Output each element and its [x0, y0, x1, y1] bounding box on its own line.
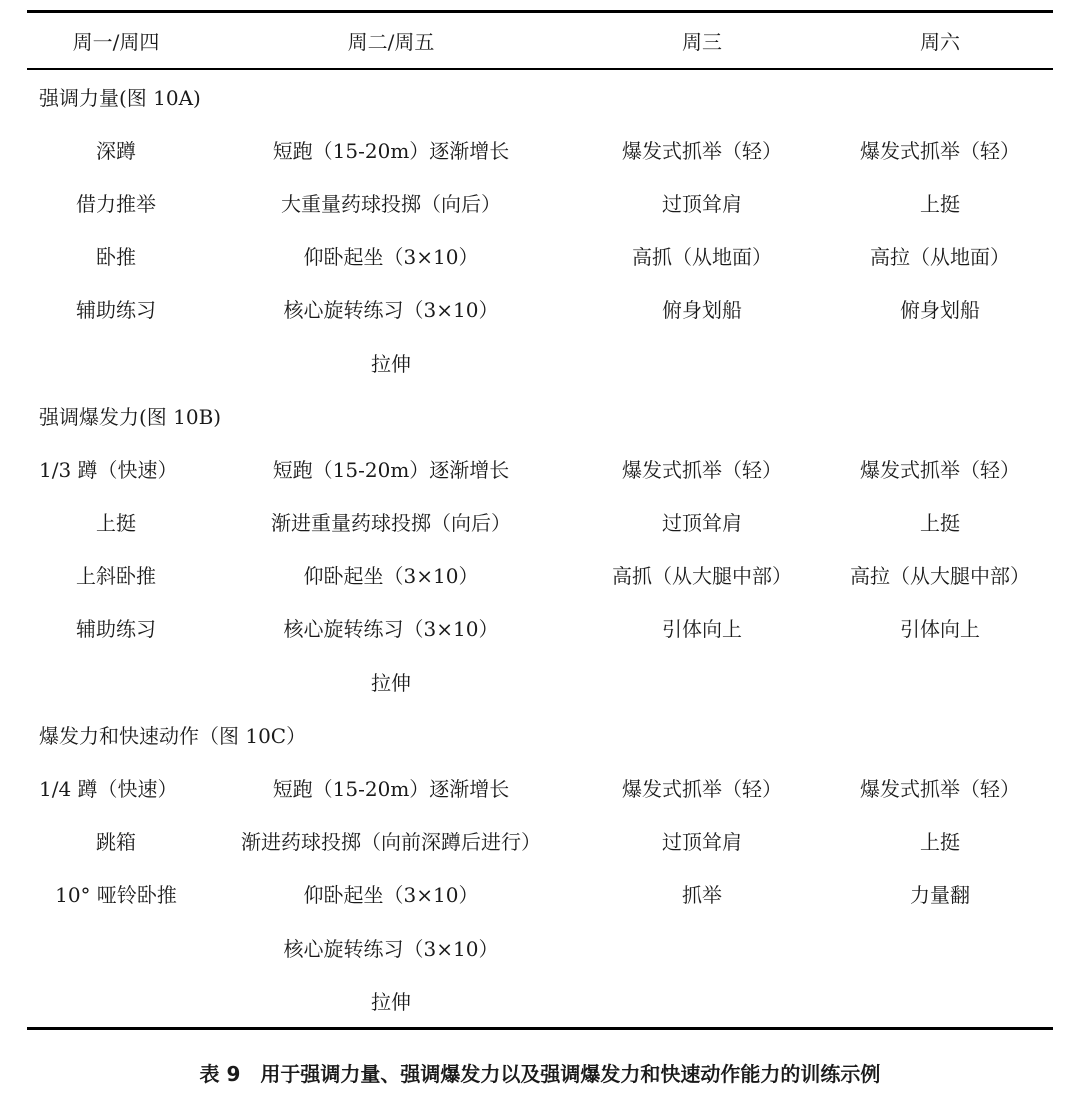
cell-mon-thu: 10° 哑铃卧推: [55, 883, 177, 908]
cell-tue-fri: 短跑（15-20m）逐渐增长: [272, 777, 510, 802]
cell-sat: 高拉（从地面）: [870, 245, 1010, 270]
cell-mon-thu: 上斜卧推: [76, 564, 156, 589]
section-title: 强调力量(图 10A): [39, 85, 201, 110]
cell-mon-thu: 深蹲: [96, 138, 136, 163]
cell-mon-thu: 借力推举: [76, 191, 156, 216]
cell-tue-fri: 拉伸: [371, 670, 411, 695]
table-row: [27, 548, 1053, 601]
header-wed: 周三: [682, 30, 722, 54]
table-row: [27, 974, 1053, 1027]
table-row: [27, 282, 1053, 335]
table-row: [27, 761, 1053, 814]
cell-sat: 引体向上: [900, 617, 980, 642]
cell-tue-fri: 渐进药球投掷（向前深蹲后进行）: [241, 830, 541, 855]
header-tue-fri: 周二/周五: [347, 30, 435, 54]
cell-tue-fri: 核心旋转练习（3×10）: [283, 617, 499, 642]
cell-wed: 过顶耸肩: [662, 511, 742, 536]
cell-tue-fri: 渐进重量药球投掷（向后）: [271, 511, 511, 536]
cell-tue-fri: 核心旋转练习（3×10）: [283, 298, 499, 323]
table-body: [27, 70, 1053, 1027]
table-header-row: [27, 13, 1053, 68]
cell-wed: 爆发式抓举（轻）: [622, 777, 782, 802]
cell-wed: 过顶耸肩: [662, 191, 742, 216]
table-row: [27, 229, 1053, 282]
cell-sat: 上挺: [920, 191, 960, 216]
cell-wed: 爆发式抓举（轻）: [622, 138, 782, 163]
training-table: [27, 10, 1053, 1030]
cell-sat: 上挺: [920, 830, 960, 855]
cell-mon-thu: 跳箱: [96, 830, 136, 855]
cell-mon-thu: 1/3 蹲（快速）: [39, 457, 178, 482]
cell-tue-fri: 短跑（15-20m）逐渐增长: [272, 138, 510, 163]
cell-wed: 俯身划船: [662, 298, 742, 323]
cell-sat: 上挺: [920, 511, 960, 536]
cell-tue-fri: 短跑（15-20m）逐渐增长: [272, 457, 510, 482]
cell-sat: 爆发式抓举（轻）: [860, 138, 1020, 163]
cell-sat: 爆发式抓举（轻）: [860, 457, 1020, 482]
table-row: [27, 442, 1053, 495]
cell-tue-fri: 仰卧起坐（3×10）: [303, 564, 479, 589]
table-row: [27, 921, 1053, 974]
cell-wed: 高抓（从地面）: [632, 245, 772, 270]
table-row: [27, 335, 1053, 388]
cell-sat: 俯身划船: [900, 298, 980, 323]
cell-wed: 爆发式抓举（轻）: [622, 457, 782, 482]
table-row: [27, 814, 1053, 867]
section-title: 强调爆发力(图 10B): [39, 404, 222, 429]
table-bottom-rule: [27, 1027, 1053, 1030]
cell-tue-fri: 大重量药球投掷（向后）: [281, 191, 501, 216]
table-row: [27, 123, 1053, 176]
cell-tue-fri: 仰卧起坐（3×10）: [303, 245, 479, 270]
cell-wed: 引体向上: [662, 617, 742, 642]
cell-sat: 爆发式抓举（轻）: [860, 777, 1020, 802]
cell-mon-thu: 卧推: [96, 245, 136, 270]
table-row: [27, 601, 1053, 654]
cell-mon-thu: 1/4 蹲（快速）: [39, 777, 178, 802]
cell-mon-thu: 上挺: [96, 511, 136, 536]
cell-wed: 抓举: [682, 883, 722, 908]
table-row: [27, 867, 1053, 920]
table-row: [27, 655, 1053, 708]
cell-mon-thu: 辅助练习: [76, 298, 156, 323]
cell-mon-thu: 辅助练习: [76, 617, 156, 642]
cell-wed: 高抓（从大腿中部）: [612, 564, 792, 589]
cell-sat: 高拉（从大腿中部）: [850, 564, 1030, 589]
cell-tue-fri: 核心旋转练习（3×10）: [283, 936, 499, 961]
cell-wed: 过顶耸肩: [662, 830, 742, 855]
header-mon-thu: 周一/周四: [72, 30, 160, 54]
table-caption: 表 9 用于强调力量、强调爆发力以及强调爆发力和快速动作能力的训练示例: [199, 1062, 881, 1086]
cell-sat: 力量翻: [910, 883, 970, 908]
cell-tue-fri: 拉伸: [371, 351, 411, 376]
cell-tue-fri: 仰卧起坐（3×10）: [303, 883, 479, 908]
table-row: [27, 176, 1053, 229]
header-sat: 周六: [920, 30, 960, 54]
cell-tue-fri: 拉伸: [371, 989, 411, 1014]
table-row: [27, 495, 1053, 548]
section-title: 爆发力和快速动作（图 10C）: [39, 723, 307, 748]
